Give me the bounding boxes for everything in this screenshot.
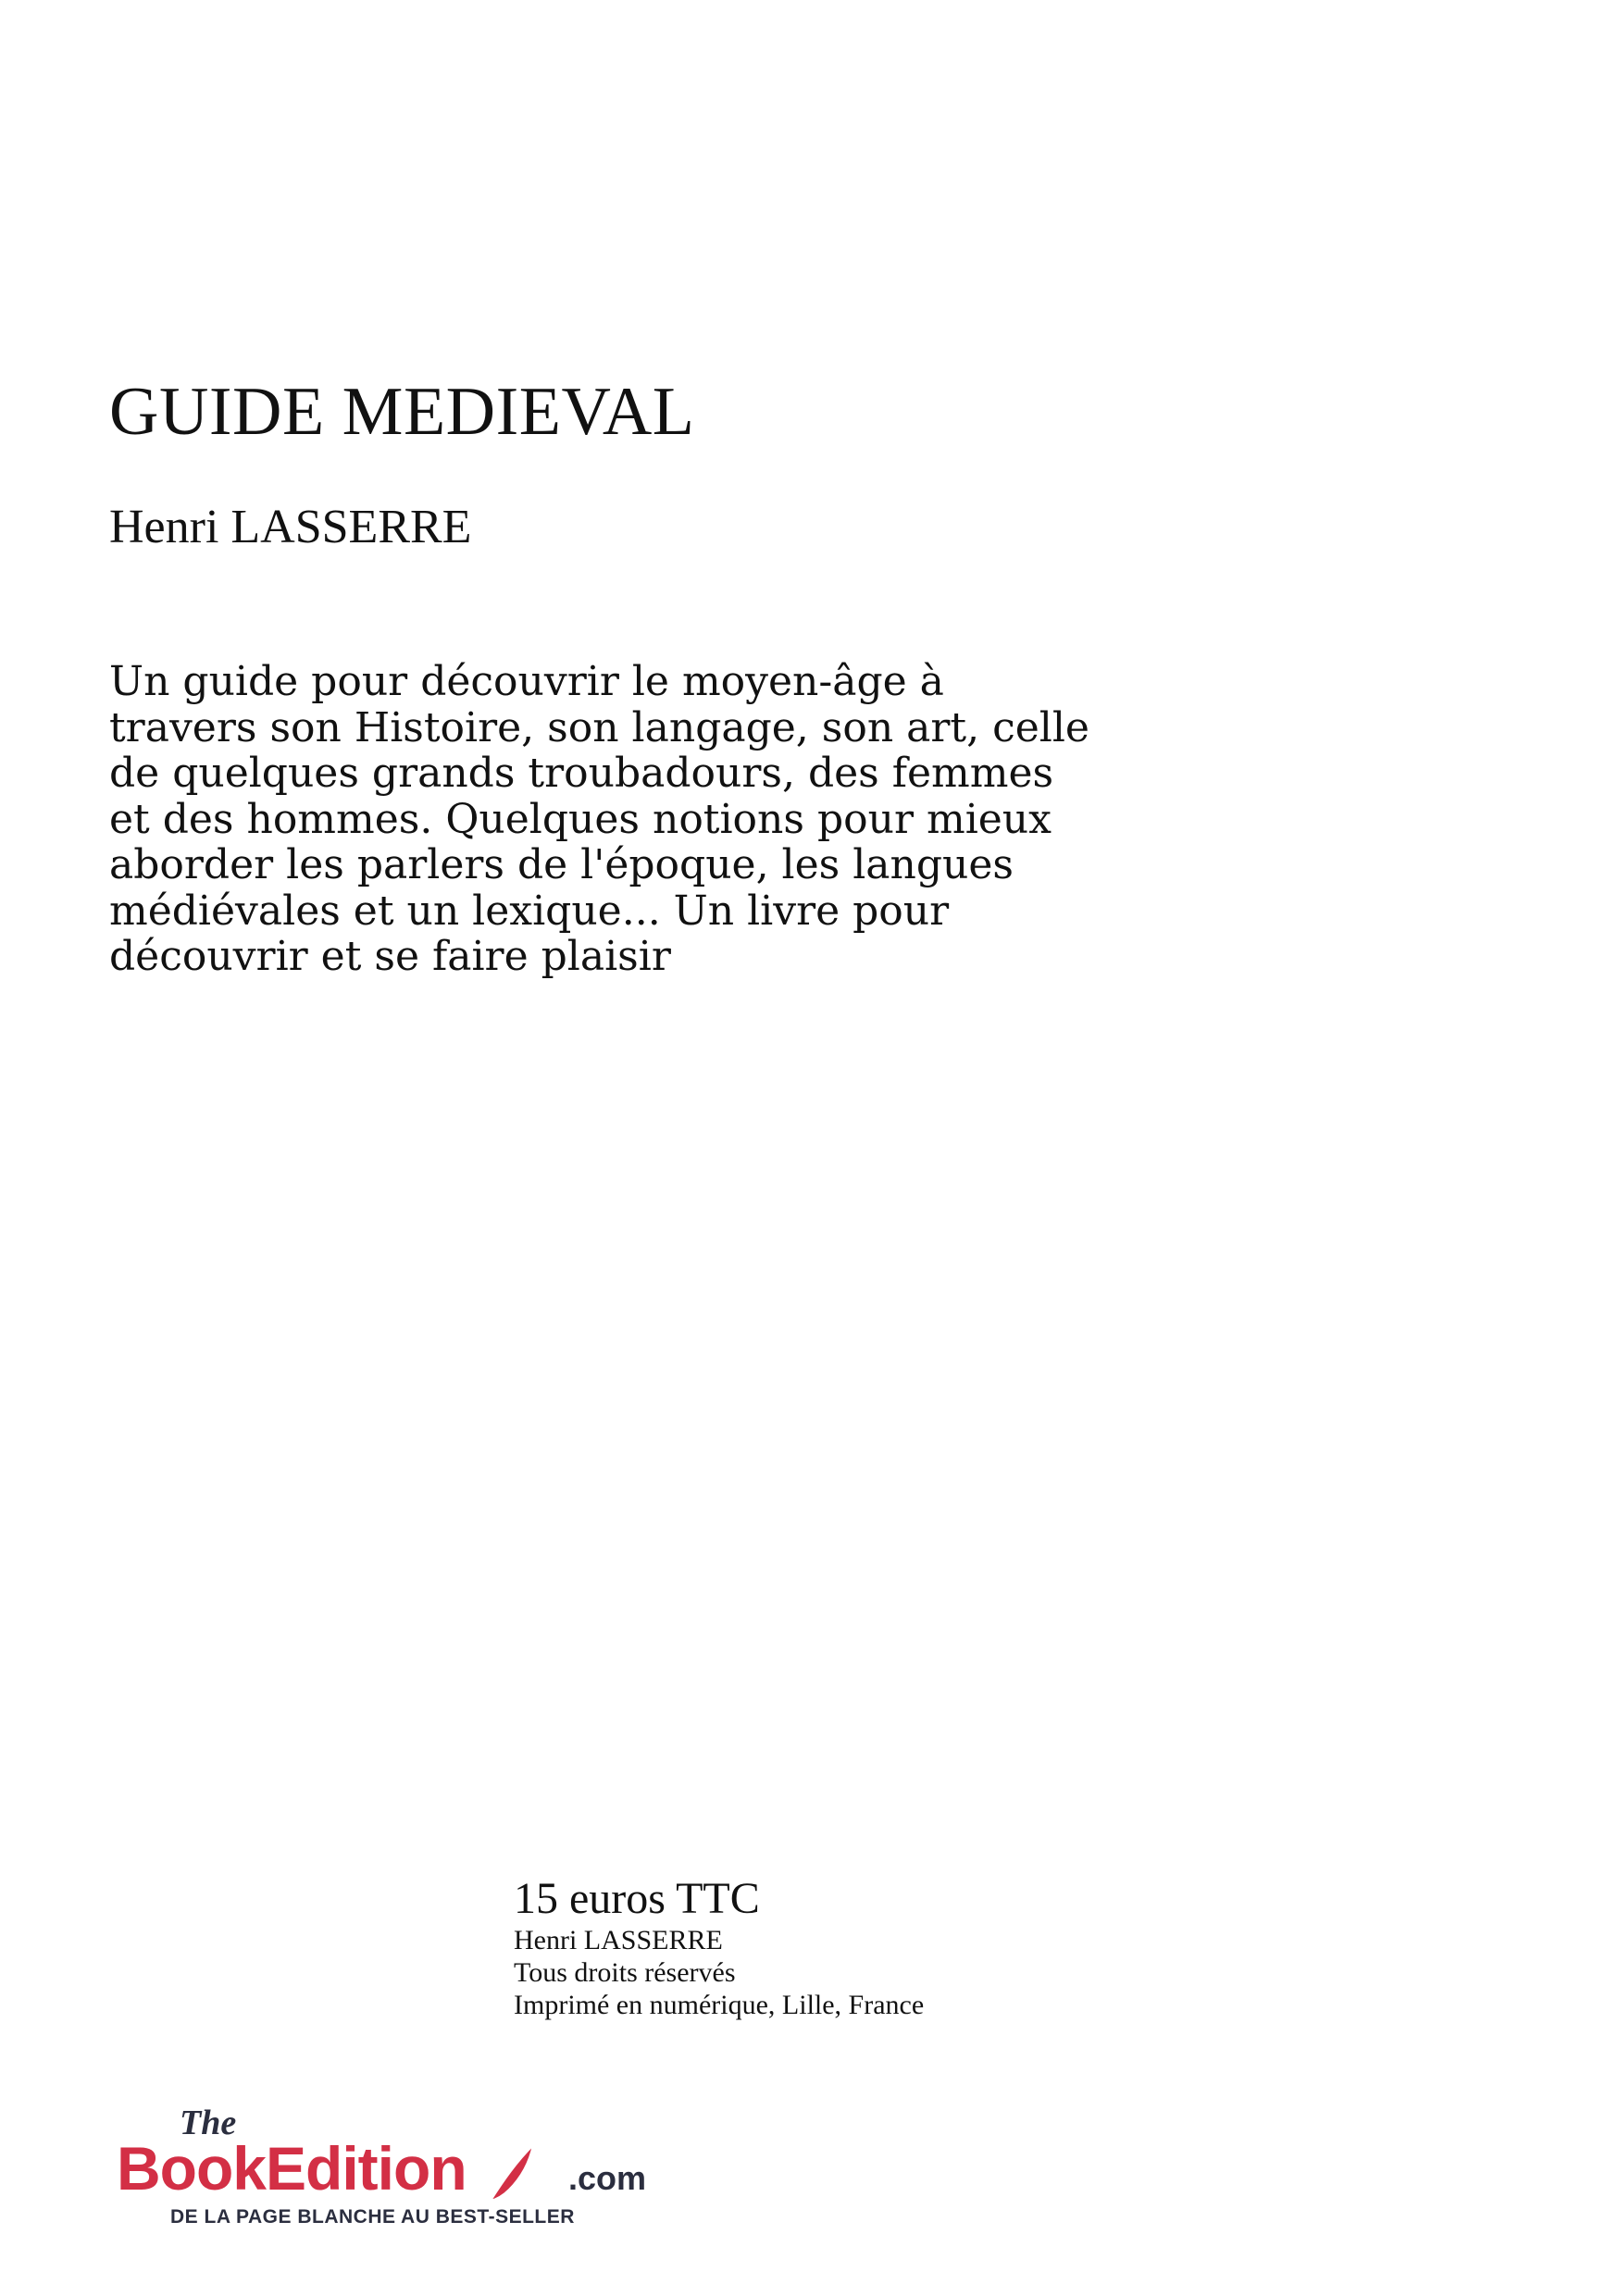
book-title: GUIDE MEDIEVAL (109, 374, 695, 450)
quill-icon (491, 2145, 533, 2201)
book-author: Henri LASSERRE (109, 501, 472, 553)
publisher-logo (117, 2101, 653, 2230)
book-blurb (109, 659, 1248, 980)
blurb-line: Un guide pour découvrir le moyen-âge à (109, 658, 944, 705)
logo-book-edition (117, 2134, 467, 2203)
logo-the: The (180, 2104, 237, 2142)
blurb-line: médiévales et un lexique... Un livre pour (109, 887, 950, 935)
blurb-line: découvrir et se faire plaisir (109, 933, 671, 980)
logo-n: n (429, 2134, 467, 2203)
imprint-block (514, 1874, 924, 2021)
blurb-line: aborder les parlers de l'époque, les langues (109, 841, 1014, 888)
price-label: 15 euros TTC (514, 1874, 760, 1923)
logo-o-quill: o (393, 2134, 430, 2203)
logo-com: .com (568, 2159, 647, 2197)
logo-tagline: DE LA PAGE BLANCHE AU BEST-SELLER (170, 2206, 575, 2228)
logo-book-text: BookEditi (117, 2134, 393, 2203)
blurb-line: travers son Histoire, son langage, son art, celle (109, 703, 1089, 751)
blurb-line: de quelques grands troubadours, des femmes (109, 750, 1054, 797)
imprint-printed: Imprimé en numérique, Lille, France (514, 1990, 925, 2020)
imprint-author: Henri LASSERRE (514, 1925, 723, 1955)
blurb-line: et des hommes. Quelques notions pour mieux (109, 795, 1052, 843)
imprint-rights: Tous droits réservés (514, 1957, 736, 1988)
